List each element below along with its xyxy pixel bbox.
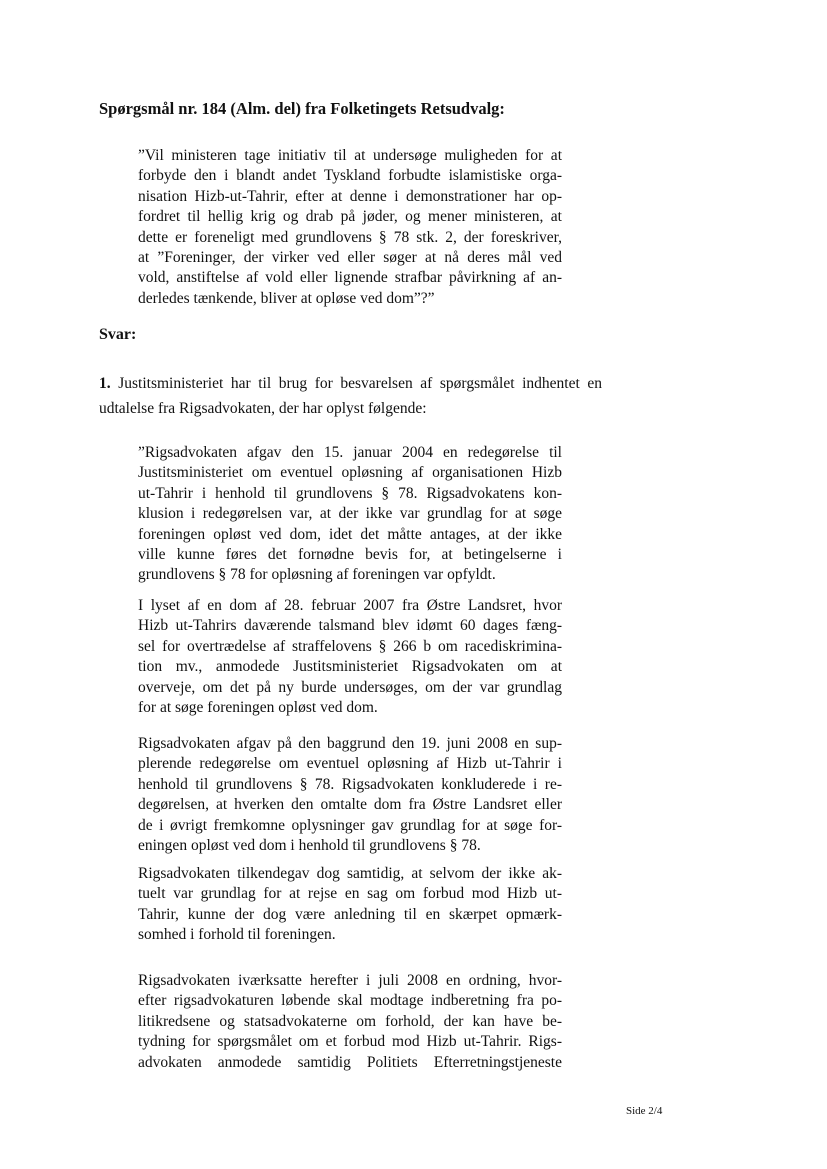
- page-heading: Spørgsmål nr. 184 (Alm. del) fra Folketingets Retsudvalg:: [99, 99, 505, 118]
- quote-line: de i øvrigt fremkomne oplysninger gav grundlag for at søge for-: [138, 816, 562, 834]
- answer-label: Svar:: [99, 326, 137, 343]
- quote-line: grundlovens § 78 for opløsning af foreningen var opfyldt.: [138, 566, 496, 584]
- quote-line: sel for overtrædelse af straffelovens § 266 b om racediskrimina-: [138, 637, 562, 655]
- answer-paragraph-1: [99, 371, 602, 421]
- paragraph-number: 1.: [99, 375, 111, 392]
- quote-line: efter rigsadvokaturen løbende skal modtage indberetning fra po-: [138, 992, 562, 1010]
- quote-line: Rigsadvokaten iværksatte herefter i juli 2008 en ordning, hvor-: [138, 972, 562, 989]
- quote-line: Rigsadvokaten tilkendegav dog samtidig, at selvom der ikke ak-: [138, 865, 562, 882]
- quote-line: henhold til grundlovens § 78. Rigsadvokaten konkluderede i re-: [138, 775, 562, 793]
- quote-line: for at søge foreningen opløst ved dom.: [138, 698, 378, 716]
- quote-line: overveje, om det på ny burde undersøges, om der var grundlag: [138, 678, 562, 696]
- question-line: derledes tænkende, bliver at opløse ved dom”?”: [138, 289, 435, 307]
- answer-line: udtalelse fra Rigsadvokaten, der har oplyst følgende:: [99, 400, 427, 417]
- quote-line: ”Rigsadvokaten afgav den 15. januar 2004 en redegørelse til: [138, 444, 562, 461]
- quote-line: Rigsadvokaten afgav på den baggrund den 19. juni 2008 en sup-: [138, 735, 562, 752]
- question-line: forbyde den i blandt andet Tyskland forbudte islamistiske orga-: [138, 167, 562, 185]
- question-line: vold, anstiftelse af vold eller lignende strafbar påvirkning af an-: [138, 269, 562, 287]
- quote-paragraph-3: [138, 734, 562, 856]
- quote-line: advokaten anmodede samtidig Politiets Efterretningstjeneste: [138, 1053, 562, 1071]
- quote-line: tydning for spørgsmålet om et forbud mod Hizb ut-Tahrir. Rigs-: [138, 1033, 562, 1051]
- question-quote: [138, 146, 562, 309]
- quote-line: tuelt var grundlag for at rejse en sag om forbud mod Hizb ut-: [138, 885, 562, 903]
- quote-line: ut-Tahrir i henhold til grundlovens § 78. Rigsadvokatens kon-: [138, 484, 562, 502]
- quote-paragraph-5: [138, 971, 562, 1073]
- question-line: nisation Hizb-ut-Tahrir, efter at denne i demonstrationer har op-: [138, 187, 562, 205]
- question-line: ”Vil ministeren tage initiativ til at undersøge muligheden for at: [138, 147, 562, 164]
- answer-line-text: Justitsministeriet har til brug for besvarelsen af spørgsmålet indhentet en: [118, 375, 603, 392]
- quote-line: Tahrir, kunne der dog være anledning til en skærpet opmærk-: [138, 905, 562, 923]
- quote-paragraph-1: [138, 443, 562, 586]
- quote-line: klusion i redegørelsen var, at der ikke var grundlag for at søge: [138, 505, 562, 523]
- quote-line: eningen opløst ved dom i henhold til grundlovens § 78.: [138, 836, 481, 854]
- quote-line: Hizb ut-Tahrirs daværende talsmand blev idømt 60 dages fæng-: [138, 617, 562, 635]
- quote-line: Justitsministeriet om eventuel opløsning af organisationen Hizb: [138, 464, 562, 482]
- question-line: dette er foreneligt med grundlovens § 78 stk. 2, der foreskriver,: [138, 228, 562, 246]
- quote-line: somhed i forhold til foreningen.: [138, 926, 336, 944]
- quote-paragraph-2: [138, 596, 562, 718]
- quote-line: degørelsen, at hverken den omtalte dom fra Østre Landsret eller: [138, 796, 562, 814]
- quote-line: tion mv., anmodede Justitsministeriet Rigsadvokaten om at: [138, 658, 562, 676]
- answer-line: [99, 371, 602, 396]
- quote-line: plerende redegørelse om eventuel opløsning af Hizb ut-Tahrir i: [138, 755, 562, 773]
- page-number: Side 2/4: [626, 1105, 663, 1117]
- quote-line: I lyset af en dom af 28. februar 2007 fra Østre Landsret, hvor: [138, 597, 562, 614]
- quote-paragraph-4: [138, 864, 562, 946]
- quote-line: ville kunne føres det fornødne bevis for, at betingelserne i: [138, 545, 562, 563]
- question-line: fordret til hellig krig og drab på jøder, og mener ministeren, at: [138, 208, 562, 226]
- question-line: at ”Foreninger, der virker ved eller søger at nå deres mål ved: [138, 248, 562, 266]
- quote-line: litikredsene og statsadvokaterne om forhold, der kan have be-: [138, 1012, 562, 1030]
- quote-line: foreningen opløst ved dom, idet det måtte antages, at der ikke: [138, 525, 562, 543]
